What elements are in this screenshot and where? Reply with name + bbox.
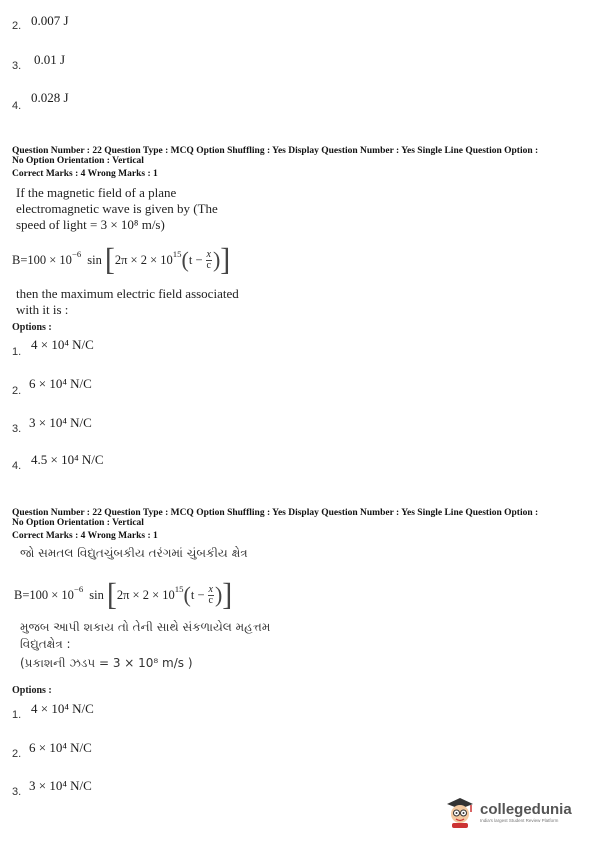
eq-t: t − [188,252,203,267]
paren-right: ) [212,247,221,272]
option-text: 6 × 10⁴ N/C [29,740,92,755]
bracket-right: ] [222,577,233,612]
option-number: 4. [12,460,22,472]
eq-lhs: B=100 × 10 [14,587,74,602]
option-text: 4.5 × 10⁴ N/C [31,452,104,467]
eq-exp: −6 [71,249,82,259]
marks-line: Correct Marks : 4 Wrong Marks : 1 [12,531,158,541]
eq-exp: 15 [174,584,184,594]
option-text: 0.01 J [34,52,66,67]
question-line: then the maximum electric field associated [16,286,239,301]
eq-den: c [208,594,213,606]
options-label: Options : [12,685,52,696]
question-text-continued [16,286,239,318]
logo-name: collegedunia [480,801,572,818]
question-line: If the magnetic field of a plane [16,185,177,200]
equation [12,243,230,277]
meta-line: No Option Orientation : Vertical [12,518,144,528]
eq-inner: 2π × 2 × 10 [114,252,173,267]
option-number: 1. [12,709,22,721]
question-text-continued [20,619,270,672]
option-number: 2. [12,748,22,760]
eq-exp: 15 [172,249,182,259]
question-line: (પ્રકાશની ઝડપ = 3 × 10⁸ m/s ) [20,656,193,670]
bracket-right: ] [220,242,231,277]
option-text: 3 × 10⁴ N/C [29,415,92,430]
eq-lhs: B=100 × 10 [12,252,72,267]
option-number: 3. [12,786,22,798]
eq-num: x [208,583,213,595]
meta-line: No Option Orientation : Vertical [12,156,144,166]
option-number: 3. [12,60,22,72]
equation [14,578,232,612]
option-number: 2. [12,20,22,32]
option-number: 1. [12,346,22,358]
question-line: વિદ્યુતક્ષેત્ર : [20,637,71,651]
eq-fraction [208,585,214,606]
eq-func: sin [87,252,102,267]
eq-exp: −6 [73,584,84,594]
meta-line: Question Number : 22 Question Type : MCQ Option Shuffling : Yes Display Question Number : Yes Single Line Question Option : [12,508,539,518]
option-text: 6 × 10⁴ N/C [29,376,92,391]
paren-right: ) [214,582,223,607]
bracket-left: [ [106,577,117,612]
options-label: Options : [12,322,52,333]
meta-line: Question Number : 22 Question Type : MCQ Option Shuffling : Yes Display Question Number : Yes Single Line Question Option : [12,146,539,156]
paren-left: ( [181,247,189,272]
paren-left: ( [183,582,191,607]
question-line: electromagnetic wave is given by (The [16,201,218,216]
logo-tagline: India's largest Student Review Platform [480,818,559,823]
option-text: 3 × 10⁴ N/C [29,778,92,793]
question-line: speed of light = 3 × 10⁸ m/s) [16,217,165,232]
option-number: 4. [12,100,22,112]
collegedunia-logo [443,796,572,828]
question-text [16,185,218,233]
question-line: મુજબ આપી શકાય તો તેની સાથે સંકળાયેલ મહત્તમ [20,620,271,634]
marks-line: Correct Marks : 4 Wrong Marks : 1 [12,169,158,179]
option-number: 2. [12,385,22,397]
eq-num: x [206,248,211,260]
option-text: 4 × 10⁴ N/C [31,337,94,352]
question-text: જો સમતલ વિદ્યુતચુંબકીય તરંગમાં ચુંબકીય ક્ષેત્ર [20,546,248,560]
question-line: with it is : [16,302,69,317]
option-text: 4 × 10⁴ N/C [31,701,94,716]
option-text: 0.028 J [31,90,69,105]
student-mascot-icon [443,796,477,828]
eq-func: sin [89,587,104,602]
eq-t: t − [190,587,205,602]
eq-inner: 2π × 2 × 10 [116,587,175,602]
question-meta [12,508,587,528]
bracket-left: [ [104,242,115,277]
option-text: 0.007 J [31,13,69,28]
eq-den: c [206,259,211,271]
eq-fraction [206,250,212,271]
option-number: 3. [12,423,22,435]
question-meta [12,146,587,166]
